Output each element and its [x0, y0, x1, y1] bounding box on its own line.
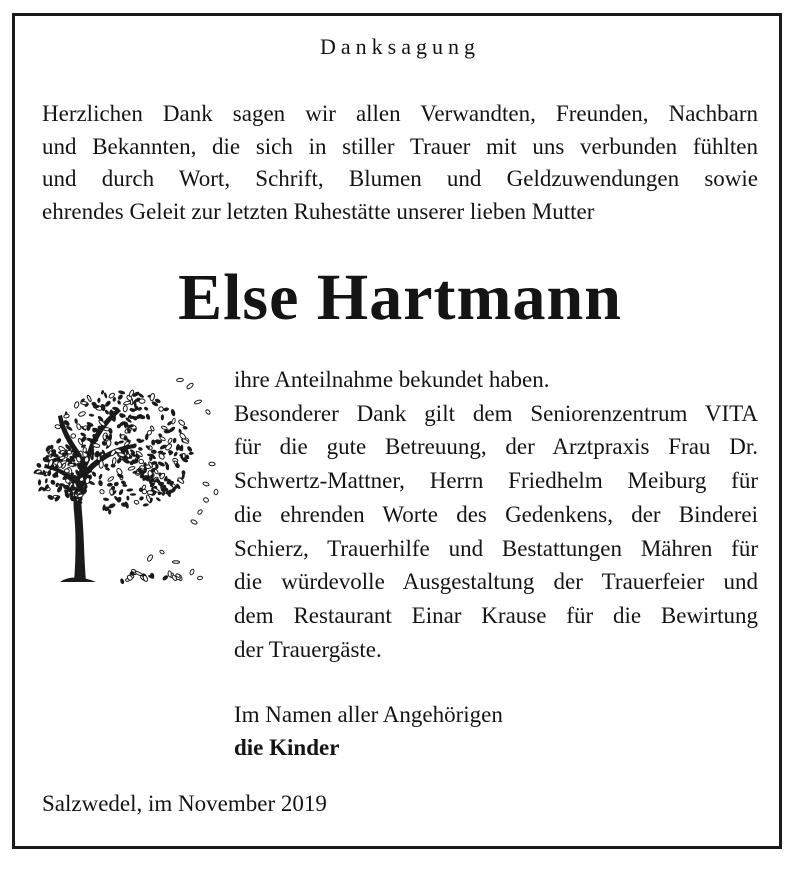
- signature-block: [234, 698, 503, 764]
- signature-signer: die Kinder: [234, 735, 340, 760]
- intro-line: Herzlichen Dank sagen wir allen Verwandten, Freunden, Nachbarn: [42, 101, 758, 126]
- body-line: die ehrenden Worte des Gedenkens, der Binderei: [234, 501, 758, 527]
- intro-line: und durch Wort, Schrift, Blumen und Geldzuwendungen sowie: [42, 166, 758, 191]
- body-line: Besonderer Dank gilt dem Seniorenzentrum VITA: [234, 400, 758, 426]
- place-date: Salzwedel, im November 2019: [42, 791, 327, 816]
- tree-icon: [30, 372, 220, 587]
- heading: Danksagung: [320, 34, 480, 59]
- body-line: Schwertz-Mattner, Herrn Friedhelm Meiburg für: [234, 468, 758, 494]
- deceased-name: Else Hartmann: [178, 261, 622, 334]
- body-line: dem Restaurant Einar Krause für die Bewirtung: [234, 602, 758, 628]
- signature-line: Im Namen aller Angehörigen: [234, 702, 503, 727]
- body-line: Schierz, Trauerhilfe und Bestattungen Mähren für: [234, 535, 758, 561]
- body-line: der Trauergäste.: [234, 636, 382, 662]
- body-paragraph: [234, 363, 758, 666]
- intro-line: und Bekannten, die sich in stiller Trauer mit uns verbunden fühlten: [42, 133, 758, 159]
- body-line: ihre Anteilnahme bekundet haben.: [234, 367, 550, 392]
- tree-illustration: [30, 372, 220, 587]
- body-line: für die gute Betreuung, der Arztpraxis Frau Dr.: [234, 434, 758, 460]
- intro-paragraph: [42, 98, 758, 228]
- intro-line: ehrendes Geleit zur letzten Ruhestätte unserer lieben Mutter: [42, 198, 595, 224]
- body-line: die würdevolle Ausgestaltung der Trauerfeier und: [234, 569, 758, 595]
